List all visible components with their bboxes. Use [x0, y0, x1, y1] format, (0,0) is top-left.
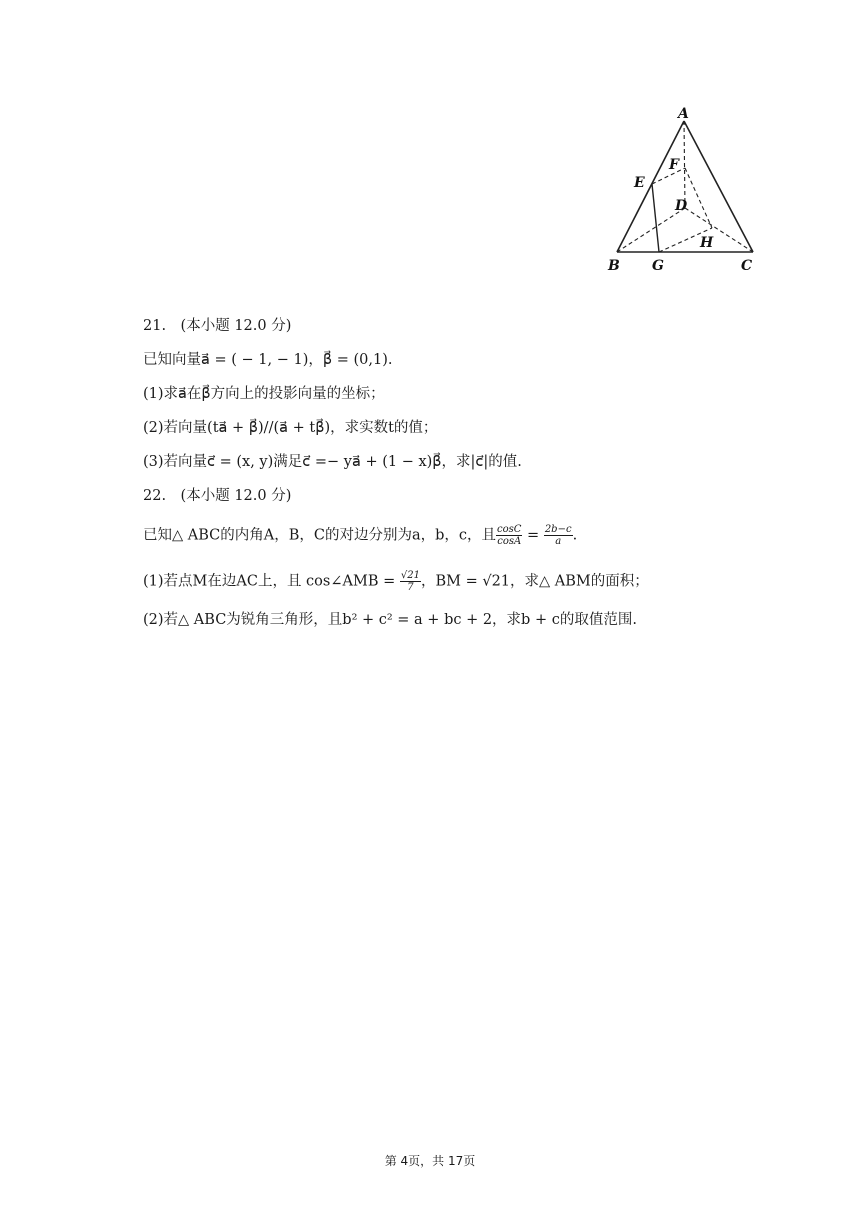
- q22-stem: [143, 524, 577, 547]
- frac-den: 7: [407, 582, 414, 593]
- edge-AD: [684, 121, 685, 208]
- label-B: B: [608, 258, 620, 274]
- tetrahedron-figure: [600, 100, 770, 285]
- label-F: F: [669, 157, 679, 173]
- frac-num: 2b−c: [544, 524, 572, 535]
- label-E: E: [634, 175, 645, 191]
- page-footer: 第 4页，共 17页: [384, 1154, 476, 1168]
- q22-header: 22. (本小题 12.0 分): [143, 488, 292, 504]
- frac-num: √21: [400, 570, 420, 581]
- label-G: G: [652, 258, 664, 274]
- edge-AC: [684, 121, 753, 252]
- q21-part2: (2)若向量(ta⃗ + β⃗)//(a⃗ + tβ⃗)，求实数t的值；: [143, 420, 438, 436]
- q21-header: 21. (本小题 12.0 分): [143, 318, 292, 334]
- frac-den: cosA: [497, 536, 522, 547]
- q22-part1-rest: ，BM = √21，求△ ABM的面积；: [420, 573, 649, 590]
- edge-AB: [617, 121, 684, 252]
- frac-den: a: [555, 536, 562, 547]
- label-H: H: [700, 235, 714, 251]
- q21-part3: (3)若向量c⃗ = (x, y)满足c⃗ =− ya⃗ + (1 − x)β⃗，求|c⃗|的值.: [143, 454, 522, 470]
- edge-FH: [685, 168, 712, 228]
- q21-stem: 已知向量a⃗ = ( − 1, − 1)，β⃗ = (0,1).: [143, 352, 393, 368]
- frac-num: cosC: [497, 524, 522, 535]
- q22-part1-text: (1)若点M在边AC上，且 cos∠AMB =: [143, 573, 400, 590]
- edge-DC: [685, 208, 753, 252]
- q22-part1-frac: [400, 570, 421, 593]
- q22-frac-cos: [496, 524, 522, 547]
- q22-eq: =: [522, 527, 544, 544]
- q22-part2: (2)若△ ABC为锐角三角形，且b² + c² = a + bc + 2，求b + c的取值范围.: [143, 612, 637, 628]
- q22-stem-end: .: [572, 527, 578, 544]
- label-A: A: [678, 106, 689, 122]
- edge-EG: [652, 184, 659, 252]
- q22-stem-text: 已知△ ABC的内角A，B，C的对边分别为a，b，c，且: [143, 527, 497, 544]
- q22-part1: [143, 570, 649, 593]
- q21-part1: (1)求a⃗在β⃗方向上的投影向量的坐标；: [143, 386, 385, 402]
- label-C: C: [741, 258, 753, 274]
- label-D: D: [675, 198, 688, 214]
- q22-frac-ratio: [544, 524, 573, 547]
